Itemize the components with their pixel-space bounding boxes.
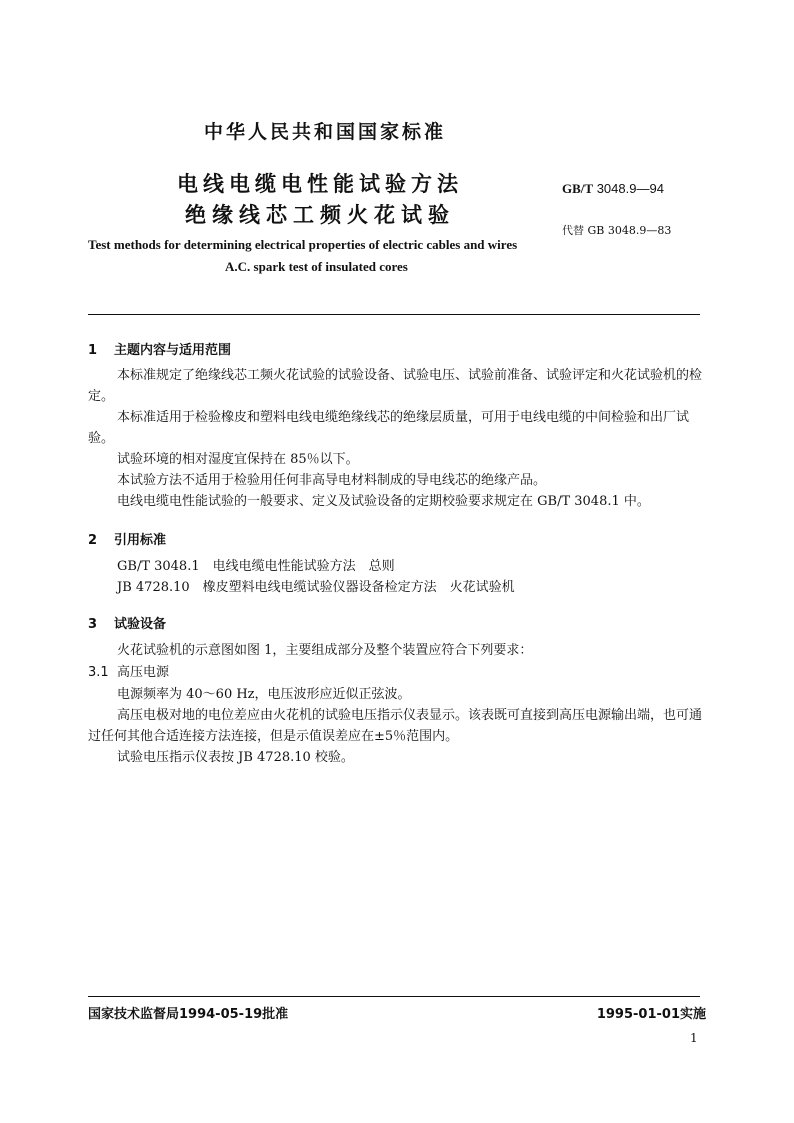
standard-code: 3048.9—94	[596, 181, 664, 196]
section-title: 引用标准	[114, 533, 167, 548]
english-title-line2: A.C. spark test of insulated cores	[225, 259, 408, 274]
standard-number	[562, 181, 664, 197]
header-divider	[88, 314, 700, 315]
effective-date: 1995-01-01实施	[596, 1007, 706, 1022]
standard-prefix: GB/T	[562, 181, 594, 196]
section-number: 1	[88, 343, 98, 358]
approval-date: 国家技术监督局1994-05-19批准	[88, 1007, 289, 1022]
section-title: 试验设备	[114, 617, 167, 632]
reference-item: GB/T 3048.1 电线电缆电性能试验方法 总则	[117, 559, 395, 574]
replaces-note: 代替 GB 3048.9—83	[562, 224, 672, 237]
paragraph: 火花试验机的示意图如图 1，主要组成部分及整个装置应符合下列要求：	[117, 643, 533, 658]
paragraph: 电线电缆电性能试验的一般要求、定义及试验设备的定期校验要求规定在 GB/T 3048.1 中。	[117, 494, 650, 509]
subsection-title: 高压电源	[117, 665, 170, 680]
document-title-line2: 绝缘线芯工频火花试验	[185, 203, 455, 227]
paragraph: 本标准适用于检验橡皮和塑料电线电缆绝缘线芯的绝缘层质量，可用于电线电缆的中间检验和出厂试验。	[88, 410, 690, 446]
paragraph: 试验环境的相对湿度宜保持在 85％以下。	[117, 452, 359, 467]
section-1-heading	[88, 339, 231, 358]
paragraph: 高压电极对地的电位差应由火花机的试验电压指示仪表显示。该表既可直接到高压电源输出端，也可通过任何其他合适连接方法连接，但是示值误差应在±5％范围内。	[88, 708, 703, 744]
section-number: 2	[88, 533, 98, 548]
section-3-heading	[88, 613, 166, 632]
section-number: 3	[88, 617, 98, 632]
page-number: 1	[690, 1031, 698, 1045]
national-standard-heading: 中华人民共和国国家标准	[203, 121, 446, 143]
document-title-line1: 电线电缆电性能试验方法	[177, 172, 463, 196]
english-title-line1: Test methods for determining electrical properties of electric cables and wires	[88, 237, 518, 252]
footer-divider	[88, 996, 700, 997]
subsection-number: 3.1	[88, 665, 109, 680]
section-title: 主题内容与适用范围	[114, 343, 232, 358]
subsection-3-1-heading	[88, 662, 169, 683]
paragraph: 本标准规定了绝缘线芯工频火花试验的试验设备、试验电压、试验前准备、试验评定和火花试验机的检定。	[88, 368, 703, 404]
reference-item: JB 4728.10 橡皮塑料电线电缆试验仪器设备检定方法 火花试验机	[117, 580, 515, 595]
paragraph: 电源频率为 40～60 Hz，电压波形应近似正弦波。	[117, 687, 411, 702]
section-2-heading	[88, 529, 166, 548]
paragraph: 试验电压指示仪表按 JB 4728.10 校验。	[117, 750, 354, 765]
paragraph: 本试验方法不适用于检验用任何非高导电材料制成的导电线芯的绝缘产品。	[117, 473, 547, 488]
